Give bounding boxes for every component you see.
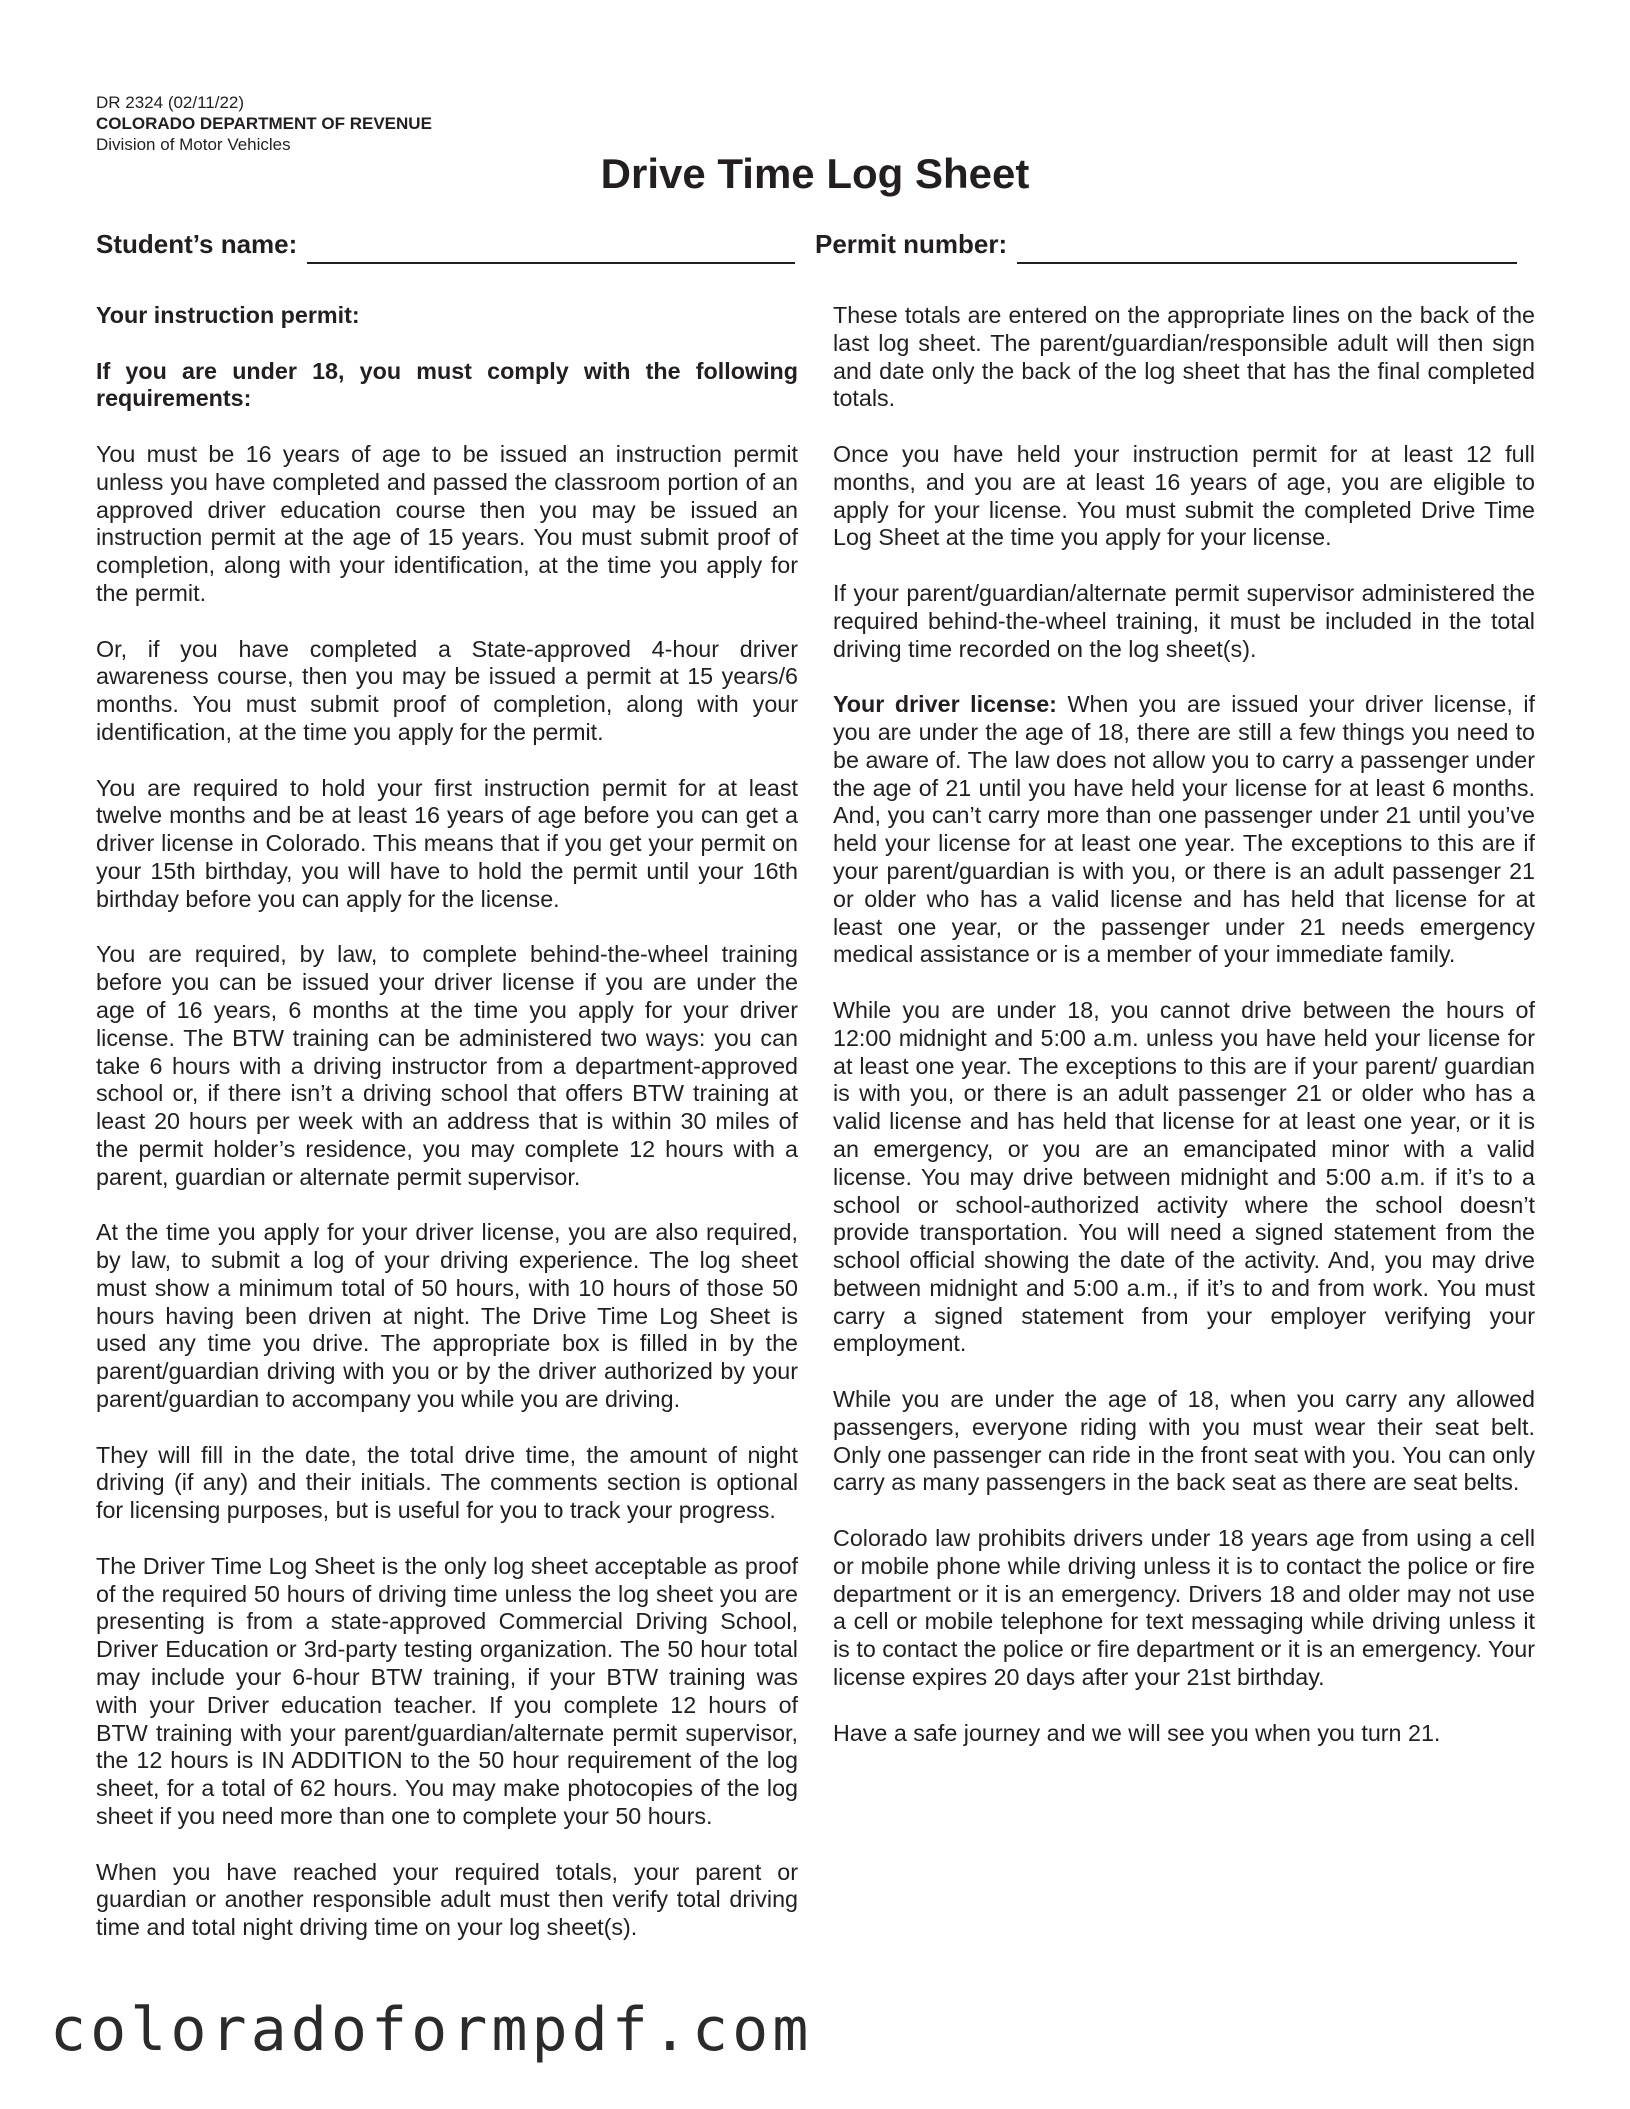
paragraph: You must be 16 years of age to be issued an instruction permit unless you have completed and passed the classroom portion of an approved driver education course then you may be issued an instruction permit at the age of 15 years. You must submit proof of completion, along with your identification, at the time you apply for the permit.: [96, 440, 798, 606]
paragraph: The Driver Time Log Sheet is the only log sheet acceptable as proof of the required 50 hours of driving time unless the log sheet you are presenting is from a state-approved Commercial Driving School, Driver Education or 3rd-party testing organization. The 50 hour total may include your 6-hour BTW training, if your BTW training was with your Driver education teacher. If you complete 12 hours of BTW training with your parent/guardian/alternate permit supervisor, the 12 hours is IN ADDITION to the 50 hour requirement of the log sheet, for a total of 62 hours. You may make photocopies of the log sheet if you need more than one to complete your 50 hours.: [96, 1552, 798, 1830]
paragraph: When you have reached your required totals, your parent or guardian or another responsible adult must then verify total driving time and total night driving time on your log sheet(s).: [96, 1858, 798, 1941]
paragraph: Colorado law prohibits drivers under 18 years age from using a cell or mobile phone while driving unless it is to contact the police or fire department or it is an emergency. Drivers 18 and older may not use a cell or mobile telephone for text messaging while driving unless it is to contact the police or fire department or it is an emergency. Your license expires 20 days after your 21st birthday.: [833, 1525, 1535, 1691]
permit-number-field[interactable]: [1017, 226, 1517, 264]
student-name-label: Student’s name:: [96, 229, 298, 259]
instruction-permit-heading: Your instruction permit:: [96, 302, 360, 328]
student-name-row: [96, 226, 795, 266]
paragraph: If your parent/guardian/alternate permit supervisor administered the required behind-the-wheel training, it must be included in the total driving time recorded on the log sheet(s).: [833, 579, 1535, 662]
paragraph: You are required, by law, to complete behind-the-wheel training before you can be issued your driver license if you are under the age of 16 years, 6 months at the time you apply for your driver license. The BTW training can be administered two ways: you can take 6 hours with a driving instructor from a department-approved school or, if there isn’t a driving school that offers BTW training at least 20 hours per week with an address that is within 30 miles of the permit holder’s residence, you may complete 12 hours with a parent, guardian or alternate permit supervisor.: [96, 941, 798, 1190]
page-title: Drive Time Log Sheet: [600, 150, 1030, 197]
paragraph: Once you have held your instruction permit for at least 12 full months, and you are at least 16 years of age, you are eligible to apply for your license. You must submit the completed Drive Time Log Sheet at the time you apply for your license.: [833, 440, 1535, 551]
permit-number-label: Permit number:: [815, 229, 1008, 259]
paragraph: Or, if you have completed a State-approved 4-hour driver awareness course, then you may be issued a permit at 15 years/6 months. You must submit proof of completion, along with your identification, at the time you apply for the permit.: [96, 635, 798, 745]
division-name: Division of Motor Vehicles: [96, 135, 291, 154]
watermark: coloradoformpdf.com: [50, 1995, 813, 2065]
paragraph: These totals are entered on the appropriate lines on the back of the last log sheet. The parent/guardian/responsible adult will then sign and date only the back of the log sheet that has the final completed totals.: [833, 302, 1535, 412]
paragraph: At the time you apply for your driver license, you are also required, by law, to submit a log of your driving experience. The log sheet must show a minimum total of 50 hours, with 10 hours of those 50 hours having been driven at night. The Drive Time Log Sheet is used any time you drive. The appropriate box is filled in by the parent/guardian driving with you or by the driver authorized by your parent/guardian to accompany you while you are driving.: [96, 1219, 798, 1413]
driver-license-heading: Your driver license:: [833, 691, 1057, 718]
right-column: [833, 302, 1535, 1775]
left-column: [96, 302, 798, 1970]
agency-name: COLORADO DEPARTMENT OF REVENUE: [96, 114, 432, 133]
driver-license-paragraph: [833, 691, 1535, 969]
student-name-field[interactable]: [307, 226, 795, 264]
permit-number-row: [815, 226, 1517, 266]
paragraph: Have a safe journey and we will see you when you turn 21.: [833, 1719, 1441, 1746]
paragraph: While you are under the age of 18, when you carry any allowed passengers, everyone riding with you must wear their seat belt. Only one passenger can ride in the front seat with you. You can only carry as many passengers in the back seat as there are seat belts.: [833, 1386, 1535, 1496]
paragraph: You are required to hold your first instruction permit for at least twelve months and be at least 16 years of age before you can get a driver license in Colorado. This means that if you get your permit on your 15th birthday, you will have to hold the permit until your 16th birthday before you can apply for the license.: [96, 774, 798, 912]
paragraph: While you are under 18, you cannot drive between the hours of 12:00 midnight and 5:00 a.m. unless you have held your license for at least one year. The exceptions to this are if your parent/ guardian is with you, or there is an adult passenger 21 or older who has a valid license and has held that license for at least one year, or it is an emergency, or you are an emancipated minor with a valid license. You may drive between midnight and 5:00 a.m. if it’s to a school or school-authorized activity where the school doesn’t provide transportation. You will need a signed statement from the school official showing the date of the activity. And, you may drive between midnight and 5:00 a.m., if it’s to and from work. You must carry a signed statement from your employer verifying your employment.: [833, 996, 1535, 1357]
under-18-heading: If you are under 18, you must comply with the following requirements:: [96, 357, 798, 412]
driver-license-text: When you are issued your driver license, if you are under the age of 18, there are still a few things you need to be aware of. The law does not allow you to carry a passenger under the age of 21 until you have held your license for at least 6 months. And, you can’t carry more than one passenger under 21 until you’ve held your license for at least one year. The exceptions to this are if your parent/guardian is with you, or there is an adult passenger 21 or older who has a valid license and has held that license for at least one year, or the passenger under 21 needs emergency medical assistance or is a member of your immediate family.: [833, 691, 1535, 968]
form-header: [96, 92, 432, 155]
form-number: DR 2324 (02/11/22): [96, 93, 245, 112]
paragraph: They will fill in the date, the total drive time, the amount of night driving (if any) and their initials. The comments section is optional for licensing purposes, but is useful for you to track your progress.: [96, 1441, 798, 1524]
